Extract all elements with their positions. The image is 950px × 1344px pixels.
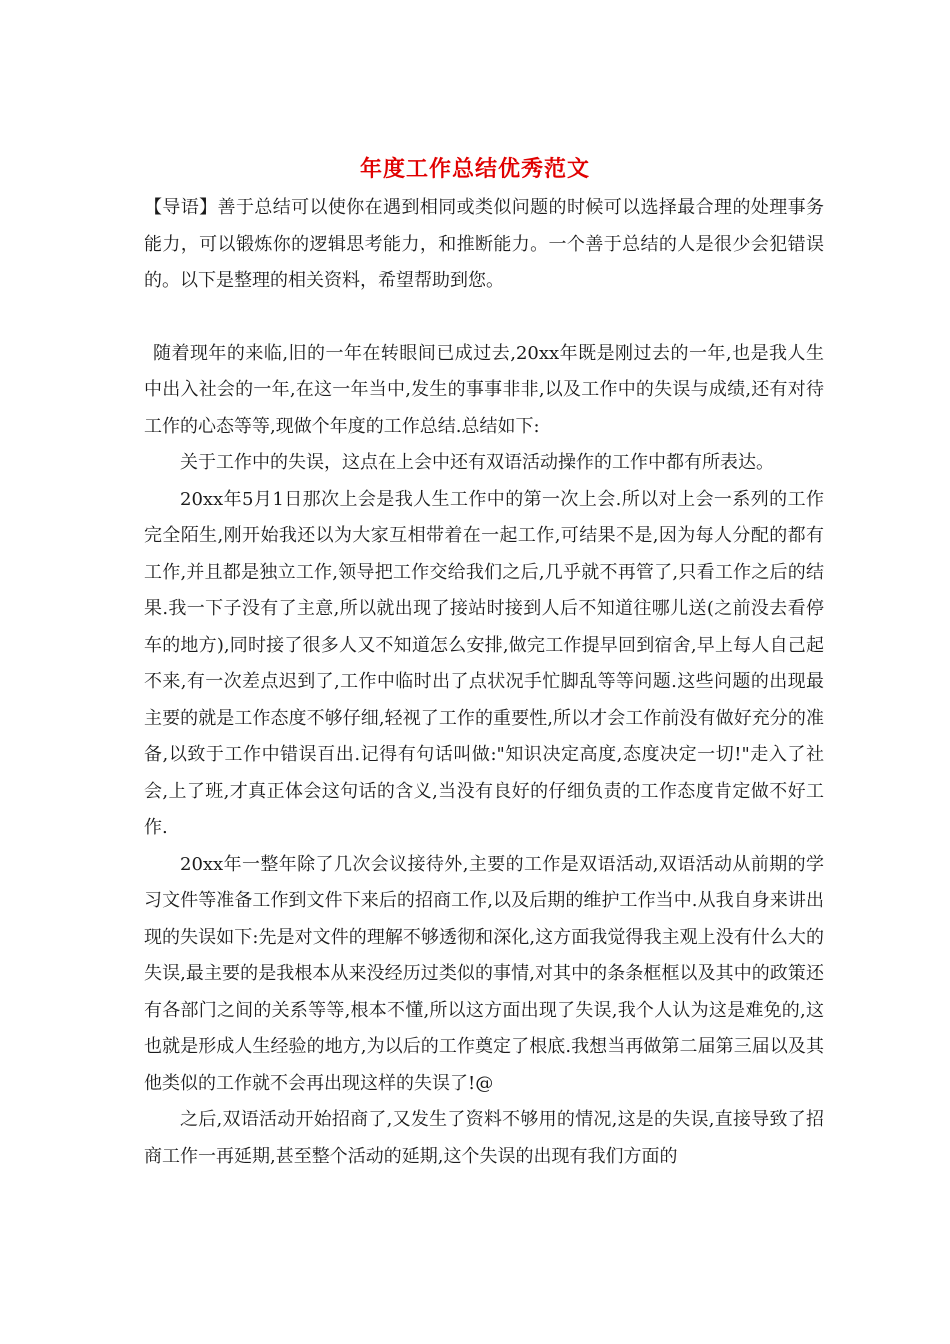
body-paragraph-3: 20xx年5月1日那次上会是我人生工作中的第一次上会.所以对上会一系列的工作完全陌生,刚开始我还以为大家互相带着在一起工作,可结果不是,因为每人分配的都有工作,并且都是独立工作,领导把工作交给我们之后,几乎就不再管了,只看工作之后的结果.我一下子没有了主意,所以就出现了接站时接到人后不知道往哪儿送(之前没去看停车的地方),同时接了很多人又不知道怎么安排,做完工作提早回到宿舍,早上每人自己起不来,有一次差点迟到了,工作中临时出了点状况手忙脚乱等等问题.这些问题的出现最主要的就是工作态度不够仔细,轻视了工作的重要性,所以才会工作前没有做好充分的准备,以致于工作中错误百出.记得有句话叫做:"知识决定高度,态度决定一切!"走入了社会,上了班,才真正体会这句话的含义,当没有良好的仔细负责的工作态度肯定做不好工作. [144,488,824,838]
document-body [144,190,824,1175]
body-paragraph-4: 20xx年一整年除了几次会议接待外,主要的工作是双语活动,双语活动从前期的学习文件等准备工作到文件下来后的招商工作,以及后期的维护工作当中.从我自身来讲出现的失误如下:先是对文件的理解不够透彻和深化,这方面我觉得我主观上没有什么大的失误,最主要的是我根本从来没经历过类似的事情,对其中的条条框框以及其中的政策还有各部门之间的关系等等,根本不懂,所以这方面出现了失误,我个人认为这是难免的,这也就是形成人生经验的地方,为以后的工作奠定了根底.我想当再做第二届第三届以及其他类似的工作就不会再出现这样的失误了!@ [144,853,824,1094]
intro-paragraph: 【导语】善于总结可以使你在遇到相同或类似问题的时候可以选择最合理的处理事务能力，可以锻炼你的逻辑思考能力，和推断能力。一个善于总结的人是很少会犯错误的。以下是整理的相关资料，希望帮助到您。 [144,197,824,291]
body-paragraph-1: 随着现年的来临,旧的一年在转眼间已成过去,20xx年既是刚过去的一年,也是我人生中出入社会的一年,在这一年当中,发生的事事非非,以及工作中的失误与成绩,还有对待工作的心态等等,现做个年度的工作总结.总结如下: [144,342,824,437]
body-paragraph-5: 之后,双语活动开始招商了,又发生了资料不够用的情况,这是的失误,直接导致了招商工作一再延期,甚至整个活动的延期,这个失误的出现有我们方面的 [144,1109,824,1167]
paragraph-gap [144,300,824,336]
page-title: 年度工作总结优秀范文 [359,156,590,182]
body-paragraph-2: 关于工作中的失误，这点在上会中还有双语活动操作的工作中都有所表达。 [180,452,774,473]
